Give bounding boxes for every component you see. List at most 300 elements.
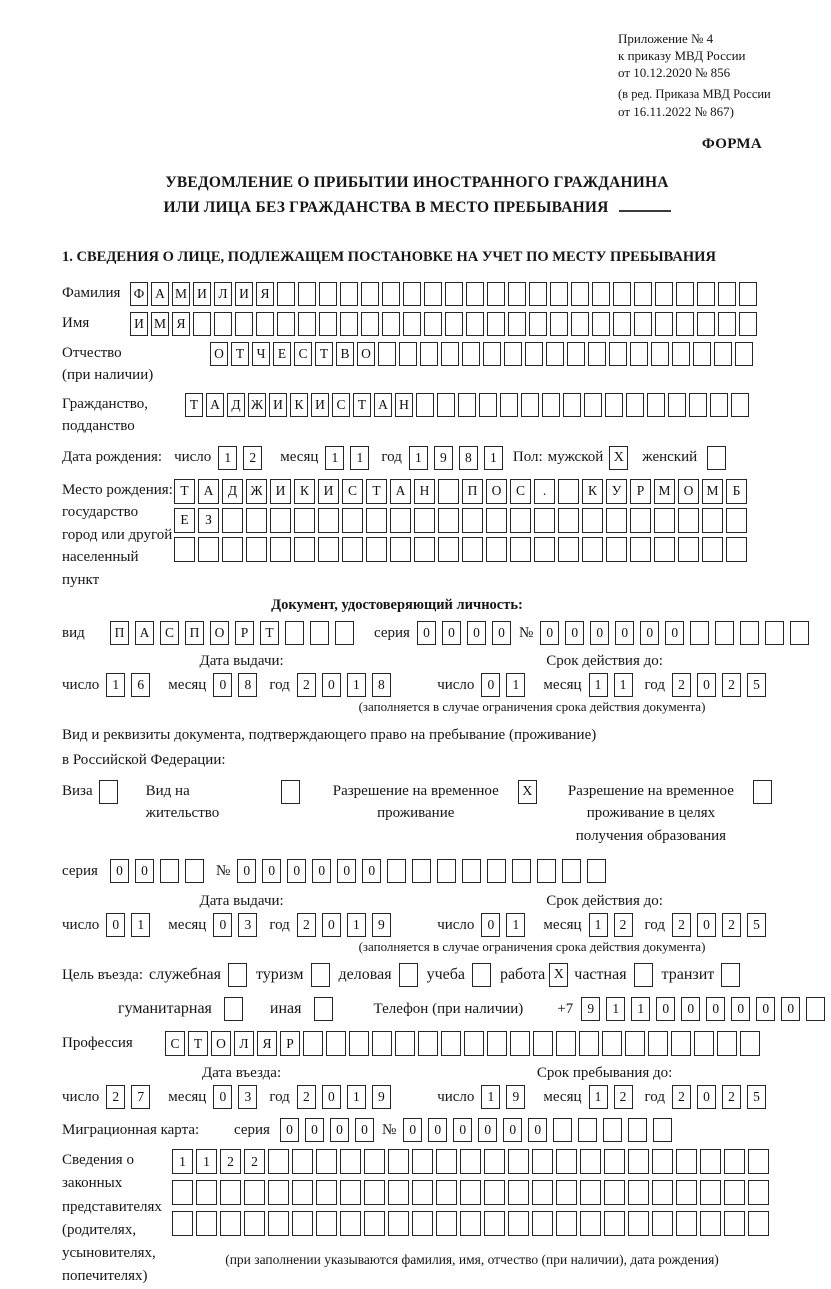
char-cell[interactable] — [316, 1180, 337, 1205]
char-cell[interactable] — [378, 342, 396, 366]
char-cell[interactable] — [508, 1149, 529, 1174]
char-cell[interactable] — [582, 508, 603, 533]
char-cell[interactable] — [529, 312, 547, 336]
char-cell[interactable] — [534, 508, 555, 533]
char-cell[interactable]: 3 — [238, 913, 257, 937]
char-cell[interactable] — [458, 393, 476, 417]
char-cell[interactable] — [198, 537, 219, 562]
char-cell[interactable] — [412, 1149, 433, 1174]
char-cell[interactable] — [438, 537, 459, 562]
char-cell[interactable]: А — [374, 393, 392, 417]
char-cell[interactable] — [654, 537, 675, 562]
char-cell[interactable] — [739, 312, 757, 336]
char-cell[interactable] — [193, 312, 211, 336]
char-cell[interactable]: Я — [257, 1031, 277, 1056]
char-cell[interactable]: 0 — [565, 621, 584, 645]
char-cell[interactable]: 2 — [672, 913, 691, 937]
char-cell[interactable]: Е — [273, 342, 291, 366]
char-cell[interactable] — [582, 537, 603, 562]
char-cell[interactable] — [671, 1031, 691, 1056]
char-cell[interactable] — [678, 508, 699, 533]
char-cell[interactable] — [700, 1180, 721, 1205]
purpose-tourism-checkbox[interactable] — [311, 963, 330, 987]
char-cell[interactable] — [416, 393, 434, 417]
char-cell[interactable] — [630, 508, 651, 533]
char-cell[interactable] — [420, 342, 438, 366]
char-cell[interactable]: О — [210, 621, 229, 645]
char-cell[interactable] — [580, 1149, 601, 1174]
char-cell[interactable]: 9 — [581, 997, 600, 1021]
char-cell[interactable] — [298, 282, 316, 306]
char-cell[interactable] — [567, 342, 585, 366]
char-cell[interactable] — [244, 1211, 265, 1236]
char-cell[interactable]: О — [211, 1031, 231, 1056]
char-cell[interactable] — [310, 621, 329, 645]
char-cell[interactable] — [580, 1211, 601, 1236]
char-cell[interactable]: 0 — [656, 997, 675, 1021]
char-cell[interactable] — [740, 621, 759, 645]
char-cell[interactable] — [806, 997, 825, 1021]
char-cell[interactable] — [532, 1211, 553, 1236]
char-cell[interactable] — [690, 621, 709, 645]
char-cell[interactable]: У — [606, 479, 627, 504]
char-cell[interactable] — [172, 1180, 193, 1205]
char-cell[interactable] — [532, 1180, 553, 1205]
char-cell[interactable] — [438, 508, 459, 533]
char-cell[interactable] — [484, 1211, 505, 1236]
char-cell[interactable] — [714, 342, 732, 366]
char-cell[interactable] — [340, 1180, 361, 1205]
char-cell[interactable] — [462, 537, 483, 562]
char-cell[interactable] — [508, 312, 526, 336]
char-cell[interactable] — [694, 1031, 714, 1056]
char-cell[interactable] — [654, 508, 675, 533]
char-cell[interactable] — [634, 312, 652, 336]
char-cell[interactable]: 2 — [722, 673, 741, 697]
char-cell[interactable]: 1 — [606, 997, 625, 1021]
char-cell[interactable]: 5 — [747, 673, 766, 697]
char-cell[interactable] — [655, 282, 673, 306]
char-cell[interactable]: 9 — [372, 913, 391, 937]
char-cell[interactable]: 1 — [350, 446, 369, 470]
char-cell[interactable] — [731, 393, 749, 417]
char-cell[interactable] — [724, 1180, 745, 1205]
char-cell[interactable]: 9 — [434, 446, 453, 470]
char-cell[interactable] — [486, 537, 507, 562]
char-cell[interactable]: И — [235, 282, 253, 306]
char-cell[interactable] — [724, 1211, 745, 1236]
char-cell[interactable] — [268, 1211, 289, 1236]
char-cell[interactable]: М — [702, 479, 723, 504]
char-cell[interactable] — [578, 1118, 597, 1142]
char-cell[interactable] — [222, 537, 243, 562]
char-cell[interactable] — [717, 1031, 737, 1056]
char-cell[interactable] — [460, 1149, 481, 1174]
char-cell[interactable] — [676, 312, 694, 336]
char-cell[interactable] — [726, 508, 747, 533]
char-cell[interactable] — [246, 508, 267, 533]
char-cell[interactable] — [626, 393, 644, 417]
visa-checkbox[interactable] — [99, 780, 118, 804]
char-cell[interactable] — [718, 282, 736, 306]
char-cell[interactable] — [424, 312, 442, 336]
char-cell[interactable] — [298, 312, 316, 336]
char-cell[interactable] — [534, 537, 555, 562]
char-cell[interactable]: 0 — [453, 1118, 472, 1142]
char-cell[interactable]: Р — [235, 621, 254, 645]
char-cell[interactable]: А — [135, 621, 154, 645]
char-cell[interactable] — [556, 1031, 576, 1056]
char-cell[interactable] — [372, 1031, 392, 1056]
char-cell[interactable]: 0 — [706, 997, 725, 1021]
char-cell[interactable]: И — [270, 479, 291, 504]
char-cell[interactable] — [558, 479, 579, 504]
char-cell[interactable] — [483, 342, 501, 366]
char-cell[interactable] — [366, 508, 387, 533]
char-cell[interactable] — [487, 859, 506, 883]
char-cell[interactable] — [268, 1149, 289, 1174]
char-cell[interactable] — [285, 621, 304, 645]
char-cell[interactable]: 2 — [106, 1085, 125, 1109]
char-cell[interactable] — [340, 312, 358, 336]
char-cell[interactable] — [553, 1118, 572, 1142]
char-cell[interactable]: 0 — [403, 1118, 422, 1142]
char-cell[interactable]: 1 — [347, 913, 366, 937]
char-cell[interactable]: Д — [222, 479, 243, 504]
char-cell[interactable] — [277, 312, 295, 336]
char-cell[interactable]: 1 — [506, 673, 525, 697]
char-cell[interactable]: 9 — [506, 1085, 525, 1109]
char-cell[interactable]: 0 — [615, 621, 634, 645]
char-cell[interactable]: 1 — [589, 673, 608, 697]
char-cell[interactable]: Ф — [130, 282, 148, 306]
char-cell[interactable] — [628, 1149, 649, 1174]
char-cell[interactable] — [697, 282, 715, 306]
char-cell[interactable]: П — [185, 621, 204, 645]
char-cell[interactable] — [342, 508, 363, 533]
char-cell[interactable] — [529, 282, 547, 306]
char-cell[interactable] — [268, 1180, 289, 1205]
char-cell[interactable]: Р — [280, 1031, 300, 1056]
char-cell[interactable] — [550, 282, 568, 306]
char-cell[interactable] — [546, 342, 564, 366]
char-cell[interactable] — [412, 1180, 433, 1205]
char-cell[interactable] — [294, 508, 315, 533]
char-cell[interactable]: 0 — [262, 859, 281, 883]
char-cell[interactable] — [185, 859, 204, 883]
char-cell[interactable] — [466, 282, 484, 306]
char-cell[interactable]: 0 — [110, 859, 129, 883]
char-cell[interactable] — [652, 1180, 673, 1205]
char-cell[interactable]: Т — [366, 479, 387, 504]
char-cell[interactable] — [647, 393, 665, 417]
char-cell[interactable] — [395, 1031, 415, 1056]
char-cell[interactable]: 0 — [781, 997, 800, 1021]
char-cell[interactable]: А — [198, 479, 219, 504]
char-cell[interactable] — [256, 312, 274, 336]
char-cell[interactable] — [571, 312, 589, 336]
char-cell[interactable] — [418, 1031, 438, 1056]
char-cell[interactable]: 1 — [131, 913, 150, 937]
char-cell[interactable]: 0 — [478, 1118, 497, 1142]
char-cell[interactable]: С — [332, 393, 350, 417]
char-cell[interactable] — [718, 312, 736, 336]
char-cell[interactable]: 0 — [540, 621, 559, 645]
char-cell[interactable] — [676, 282, 694, 306]
char-cell[interactable] — [587, 859, 606, 883]
char-cell[interactable] — [710, 393, 728, 417]
char-cell[interactable]: 0 — [355, 1118, 374, 1142]
char-cell[interactable] — [399, 342, 417, 366]
char-cell[interactable] — [790, 621, 809, 645]
char-cell[interactable] — [563, 393, 581, 417]
char-cell[interactable] — [508, 1211, 529, 1236]
char-cell[interactable]: 0 — [322, 1085, 341, 1109]
char-cell[interactable]: 0 — [287, 859, 306, 883]
char-cell[interactable] — [160, 859, 179, 883]
char-cell[interactable] — [613, 312, 631, 336]
purpose-work-checkbox[interactable]: X — [549, 963, 568, 987]
char-cell[interactable] — [512, 859, 531, 883]
char-cell[interactable]: Л — [214, 282, 232, 306]
char-cell[interactable] — [437, 393, 455, 417]
char-cell[interactable]: 0 — [492, 621, 511, 645]
char-cell[interactable]: К — [290, 393, 308, 417]
temp-residence-education-checkbox[interactable] — [753, 780, 772, 804]
char-cell[interactable] — [702, 537, 723, 562]
char-cell[interactable]: Ч — [252, 342, 270, 366]
char-cell[interactable] — [676, 1180, 697, 1205]
residence-permit-checkbox[interactable] — [281, 780, 300, 804]
char-cell[interactable] — [652, 1211, 673, 1236]
char-cell[interactable] — [606, 537, 627, 562]
char-cell[interactable]: 1 — [106, 673, 125, 697]
char-cell[interactable] — [319, 312, 337, 336]
char-cell[interactable] — [460, 1211, 481, 1236]
char-cell[interactable]: И — [318, 479, 339, 504]
char-cell[interactable] — [689, 393, 707, 417]
char-cell[interactable]: О — [357, 342, 375, 366]
char-cell[interactable] — [388, 1180, 409, 1205]
char-cell[interactable] — [653, 1118, 672, 1142]
char-cell[interactable] — [588, 342, 606, 366]
purpose-humanitarian-checkbox[interactable] — [224, 997, 243, 1021]
char-cell[interactable]: 0 — [503, 1118, 522, 1142]
char-cell[interactable]: 0 — [731, 997, 750, 1021]
char-cell[interactable]: М — [654, 479, 675, 504]
char-cell[interactable]: 2 — [672, 1085, 691, 1109]
char-cell[interactable]: 1 — [481, 1085, 500, 1109]
char-cell[interactable]: В — [336, 342, 354, 366]
char-cell[interactable]: 0 — [697, 673, 716, 697]
char-cell[interactable]: Т — [188, 1031, 208, 1056]
char-cell[interactable]: 0 — [756, 997, 775, 1021]
char-cell[interactable] — [294, 537, 315, 562]
char-cell[interactable] — [326, 1031, 346, 1056]
char-cell[interactable] — [436, 1180, 457, 1205]
char-cell[interactable]: П — [110, 621, 129, 645]
char-cell[interactable]: А — [206, 393, 224, 417]
char-cell[interactable] — [556, 1180, 577, 1205]
char-cell[interactable] — [606, 508, 627, 533]
char-cell[interactable] — [487, 312, 505, 336]
char-cell[interactable]: К — [294, 479, 315, 504]
char-cell[interactable]: 0 — [330, 1118, 349, 1142]
char-cell[interactable]: О — [678, 479, 699, 504]
char-cell[interactable] — [340, 1149, 361, 1174]
char-cell[interactable] — [678, 537, 699, 562]
char-cell[interactable]: 0 — [322, 913, 341, 937]
char-cell[interactable] — [702, 508, 723, 533]
char-cell[interactable] — [364, 1180, 385, 1205]
char-cell[interactable]: 1 — [409, 446, 428, 470]
char-cell[interactable]: 2 — [614, 913, 633, 937]
char-cell[interactable] — [403, 312, 421, 336]
char-cell[interactable] — [604, 1149, 625, 1174]
char-cell[interactable] — [533, 1031, 553, 1056]
char-cell[interactable]: С — [165, 1031, 185, 1056]
char-cell[interactable] — [462, 342, 480, 366]
char-cell[interactable] — [292, 1180, 313, 1205]
char-cell[interactable]: 2 — [722, 913, 741, 937]
char-cell[interactable] — [220, 1211, 241, 1236]
char-cell[interactable]: Т — [174, 479, 195, 504]
char-cell[interactable] — [556, 1211, 577, 1236]
char-cell[interactable] — [525, 342, 543, 366]
char-cell[interactable] — [414, 537, 435, 562]
char-cell[interactable] — [340, 282, 358, 306]
char-cell[interactable] — [668, 393, 686, 417]
char-cell[interactable]: 2 — [243, 446, 262, 470]
char-cell[interactable]: Е — [174, 508, 195, 533]
char-cell[interactable]: С — [160, 621, 179, 645]
char-cell[interactable] — [676, 1149, 697, 1174]
char-cell[interactable] — [558, 508, 579, 533]
char-cell[interactable]: И — [193, 282, 211, 306]
char-cell[interactable] — [303, 1031, 323, 1056]
char-cell[interactable]: Р — [630, 479, 651, 504]
char-cell[interactable] — [592, 312, 610, 336]
char-cell[interactable] — [437, 859, 456, 883]
char-cell[interactable] — [246, 537, 267, 562]
char-cell[interactable] — [765, 621, 784, 645]
char-cell[interactable] — [464, 1031, 484, 1056]
char-cell[interactable] — [342, 537, 363, 562]
char-cell[interactable]: 0 — [481, 913, 500, 937]
char-cell[interactable]: 0 — [362, 859, 381, 883]
char-cell[interactable] — [414, 508, 435, 533]
char-cell[interactable] — [441, 1031, 461, 1056]
char-cell[interactable] — [424, 282, 442, 306]
char-cell[interactable]: 8 — [459, 446, 478, 470]
char-cell[interactable]: 0 — [681, 997, 700, 1021]
char-cell[interactable]: Л — [234, 1031, 254, 1056]
char-cell[interactable] — [390, 537, 411, 562]
char-cell[interactable] — [340, 1211, 361, 1236]
char-cell[interactable]: Б — [726, 479, 747, 504]
char-cell[interactable] — [603, 1118, 622, 1142]
char-cell[interactable] — [628, 1211, 649, 1236]
char-cell[interactable] — [630, 342, 648, 366]
char-cell[interactable] — [388, 1211, 409, 1236]
char-cell[interactable] — [571, 282, 589, 306]
char-cell[interactable] — [292, 1149, 313, 1174]
char-cell[interactable] — [655, 312, 673, 336]
char-cell[interactable]: 0 — [213, 913, 232, 937]
char-cell[interactable]: П — [462, 479, 483, 504]
char-cell[interactable] — [628, 1118, 647, 1142]
purpose-transit-checkbox[interactable] — [721, 963, 740, 987]
char-cell[interactable]: А — [390, 479, 411, 504]
char-cell[interactable] — [196, 1180, 217, 1205]
char-cell[interactable]: 0 — [106, 913, 125, 937]
char-cell[interactable] — [484, 1180, 505, 1205]
char-cell[interactable]: 0 — [428, 1118, 447, 1142]
char-cell[interactable]: 1 — [631, 997, 650, 1021]
char-cell[interactable]: 0 — [665, 621, 684, 645]
char-cell[interactable] — [388, 1149, 409, 1174]
char-cell[interactable]: 2 — [672, 673, 691, 697]
char-cell[interactable]: 7 — [131, 1085, 150, 1109]
char-cell[interactable] — [724, 1149, 745, 1174]
char-cell[interactable]: 1 — [325, 446, 344, 470]
char-cell[interactable] — [412, 859, 431, 883]
char-cell[interactable]: Н — [414, 479, 435, 504]
char-cell[interactable]: К — [582, 479, 603, 504]
char-cell[interactable]: 1 — [589, 1085, 608, 1109]
char-cell[interactable] — [460, 1180, 481, 1205]
char-cell[interactable]: Я — [256, 282, 274, 306]
char-cell[interactable]: 8 — [238, 673, 257, 697]
char-cell[interactable]: Т — [260, 621, 279, 645]
char-cell[interactable]: 5 — [747, 913, 766, 937]
char-cell[interactable] — [364, 1149, 385, 1174]
char-cell[interactable] — [316, 1149, 337, 1174]
char-cell[interactable]: 8 — [372, 673, 391, 697]
char-cell[interactable] — [500, 393, 518, 417]
char-cell[interactable]: 0 — [237, 859, 256, 883]
char-cell[interactable] — [436, 1211, 457, 1236]
char-cell[interactable] — [634, 282, 652, 306]
sex-male-checkbox[interactable]: X — [609, 446, 628, 470]
char-cell[interactable] — [726, 537, 747, 562]
char-cell[interactable]: 1 — [506, 913, 525, 937]
char-cell[interactable]: 1 — [196, 1149, 217, 1174]
char-cell[interactable] — [604, 1180, 625, 1205]
char-cell[interactable] — [676, 1211, 697, 1236]
purpose-other-checkbox[interactable] — [314, 997, 333, 1021]
char-cell[interactable] — [462, 508, 483, 533]
char-cell[interactable] — [445, 282, 463, 306]
char-cell[interactable]: 0 — [213, 673, 232, 697]
char-cell[interactable] — [361, 282, 379, 306]
char-cell[interactable]: 0 — [467, 621, 486, 645]
char-cell[interactable] — [403, 282, 421, 306]
char-cell[interactable] — [318, 537, 339, 562]
char-cell[interactable] — [521, 393, 539, 417]
char-cell[interactable] — [487, 1031, 507, 1056]
temp-residence-checkbox[interactable]: X — [518, 780, 537, 804]
char-cell[interactable]: 0 — [312, 859, 331, 883]
char-cell[interactable] — [220, 1180, 241, 1205]
char-cell[interactable]: Ж — [248, 393, 266, 417]
char-cell[interactable]: 0 — [322, 673, 341, 697]
char-cell[interactable] — [390, 508, 411, 533]
char-cell[interactable] — [700, 1211, 721, 1236]
char-cell[interactable]: О — [486, 479, 507, 504]
char-cell[interactable] — [740, 1031, 760, 1056]
char-cell[interactable] — [748, 1211, 769, 1236]
